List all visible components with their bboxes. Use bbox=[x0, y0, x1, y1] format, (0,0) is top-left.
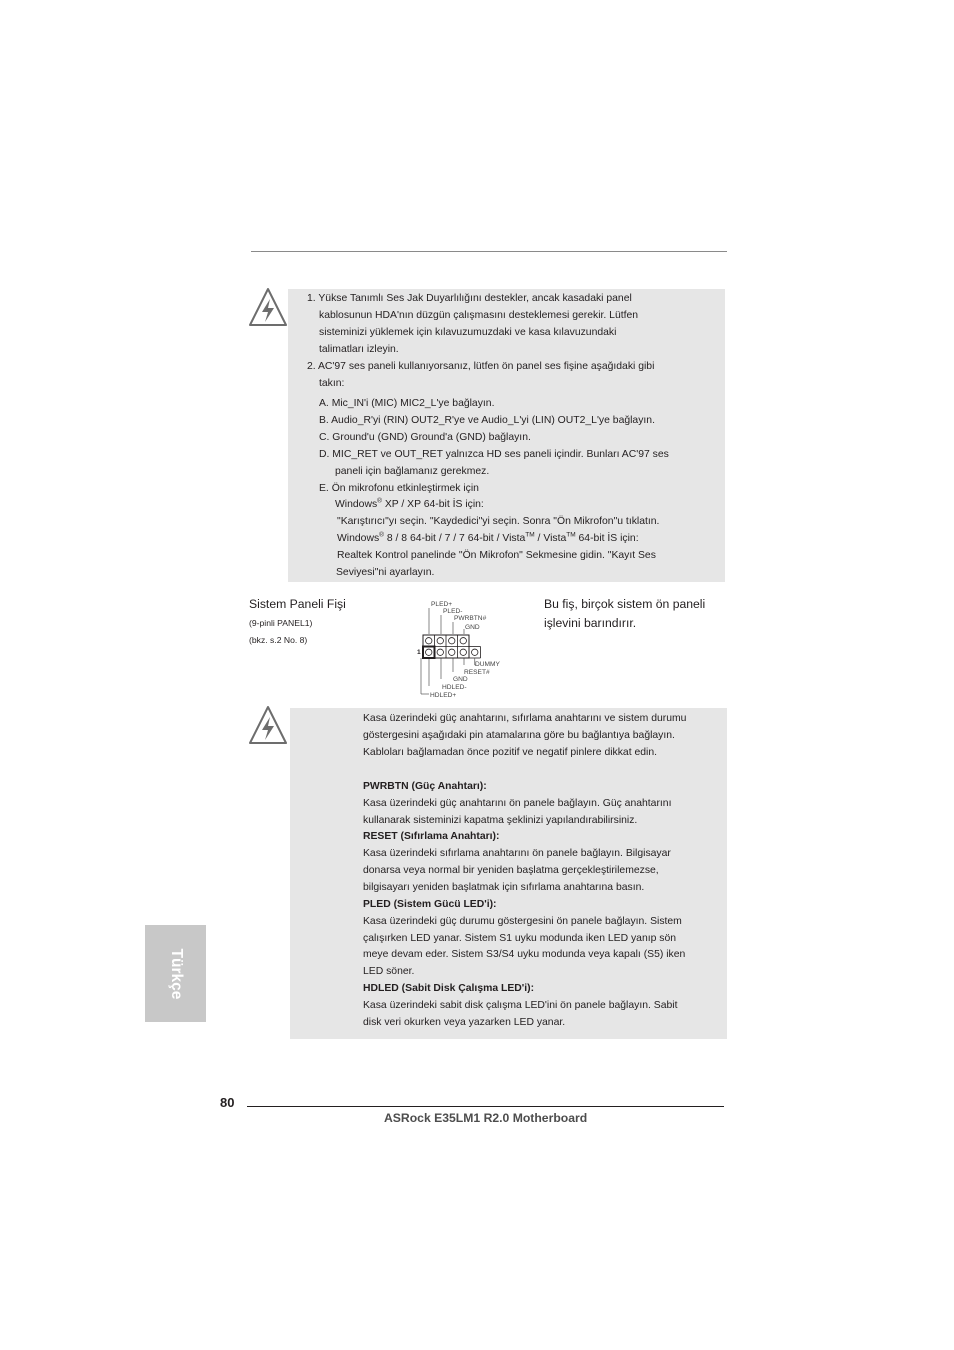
trademark-mark: TM bbox=[566, 531, 576, 539]
text-span: / Vista bbox=[534, 533, 567, 544]
language-tab-label: Türkçe bbox=[167, 948, 185, 999]
pin-label-dummy: DUMMY bbox=[475, 661, 500, 668]
header-desc-line: işlevini barındırır. bbox=[544, 616, 637, 630]
pin-label-gnd: GND bbox=[453, 676, 468, 683]
note-line: paneli için bağlamanız gerekmez. bbox=[335, 466, 490, 477]
note-line: Kasa üzerindeki sabit disk çalışma LED'ini ön panele bağlayın. Sabit bbox=[363, 1000, 678, 1011]
text-span: 64-bit İS için: bbox=[575, 533, 639, 544]
note-line: 1. Yükse Tanımlı Ses Jak Duyarlılığını destekler, ancak kasadaki panel bbox=[307, 293, 632, 304]
note-line: D. MIC_RET ve OUT_RET yalnızca HD ses paneli içindir. Bunları AC'97 ses bbox=[319, 449, 669, 460]
text-span: XP / XP 64-bit İS için: bbox=[381, 499, 484, 510]
pwrbtn-heading: PWRBTN (Güç Anahtarı): bbox=[363, 781, 487, 792]
note-line: Kasa üzerindeki sıfırlama anahtarını ön panele bağlayın. Bilgisayar bbox=[363, 848, 671, 859]
pin-label-hdled-minus: HDLED- bbox=[442, 684, 467, 691]
warning-lightning-icon bbox=[248, 287, 288, 327]
note-line: Kasa üzerindeki güç anahtarını, sıfırlama anahtarını ve sistem durumu bbox=[363, 713, 687, 724]
footer-product-name: ASRock E35LM1 R2.0 Motherboard bbox=[384, 1111, 588, 1125]
header-description bbox=[544, 595, 705, 633]
note-line: bilgisayarı yeniden başlatmak için sıfırlama anahtarına basın. bbox=[363, 882, 645, 893]
note-line: takın: bbox=[319, 378, 345, 389]
note-line: Kasa üzerindeki güç durumu göstergesini ön panele bağlayın. Sistem bbox=[363, 916, 682, 927]
note-line: E. Ön mikrofonu etkinleştirmek için bbox=[319, 483, 479, 494]
note-line: çalışırken LED yanar. Sistem S1 uyku modunda iken LED yanıp sön bbox=[363, 933, 677, 944]
note-line: sisteminizi yüklemek için kılavuzumuzdaki ve kasa kılavuzundaki bbox=[319, 327, 617, 338]
pled-heading: PLED (Sistem Gücü LED'i): bbox=[363, 899, 497, 910]
note-line: "Karıştırıcı"yı seçin. "Kaydedici"yi seçin. Sonra "Ön Mikrofon"u tıklatın. bbox=[337, 516, 660, 527]
pin-label-pwrbtn: PWRBTN# bbox=[454, 615, 487, 622]
pin-label-pled-plus: PLED+ bbox=[431, 601, 453, 608]
note-line: A. Mic_IN'i (MIC) MIC2_L'ye bağlayın. bbox=[319, 398, 495, 409]
note-line: göstergesini aşağıdaki pin atamalarına göre bu bağlantıya bağlayın. bbox=[363, 730, 675, 741]
pin-label-reset: RESET# bbox=[464, 669, 490, 676]
note-line: donarsa veya normal bir yeniden başlatma gerçekleştirilemezse, bbox=[363, 865, 659, 876]
text-span: 8 / 8 64-bit / 7 / 7 64-bit / Vista bbox=[383, 533, 526, 544]
registered-mark: ® bbox=[379, 531, 384, 539]
note-line: talimatları izleyin. bbox=[319, 344, 399, 355]
language-tab bbox=[145, 925, 206, 1022]
warning-lightning-icon bbox=[248, 705, 288, 745]
pin-label-hdled-plus: HDLED+ bbox=[430, 692, 457, 699]
header-desc-line: Bu fiş, birçok sistem ön paneli bbox=[544, 597, 706, 611]
note-line: kablosunun HDA'nın düzgün çalışmasını desteklemesi gerekir. Lütfen bbox=[319, 310, 639, 321]
footer-divider bbox=[247, 1106, 724, 1107]
reset-heading: RESET (Sıfırlama Anahtarı): bbox=[363, 831, 500, 842]
note-line: Realtek Kontrol panelinde "Ön Mikrofon" Sekmesine gidin. "Kayıt Ses bbox=[337, 550, 656, 561]
header-title: Sistem Paneli Fişi bbox=[249, 597, 346, 611]
note-line: LED söner. bbox=[363, 966, 415, 977]
note-line: Kabloları bağlamadan önce pozitif ve negatif pinlere dikkat edin. bbox=[363, 747, 658, 758]
windows-8-line bbox=[337, 531, 639, 548]
text-span: Windows bbox=[335, 499, 378, 510]
pin-label-gnd: GND bbox=[465, 624, 480, 631]
pin-one-marker: 1 bbox=[417, 649, 421, 656]
windows-xp-line bbox=[335, 497, 484, 514]
note-line: Seviyesi"ni ayarlayın. bbox=[336, 567, 435, 578]
text-span: Windows bbox=[337, 533, 380, 544]
registered-mark: ® bbox=[377, 497, 382, 505]
header-pin-count: (9-pinli PANEL1) bbox=[249, 618, 313, 628]
pin-label-pled-minus: PLED- bbox=[443, 608, 463, 615]
note-line: meye devam eder. Sistem S3/S4 uyku modunda veya kapalı (S5) iken bbox=[363, 949, 686, 960]
note-line: kullanarak sisteminizi kapatma şeklinizi yapılandırabilirsiniz. bbox=[363, 815, 638, 826]
note-line: B. Audio_R'yi (RIN) OUT2_R'ye ve Audio_L'yi (LIN) OUT2_L'ye bağlayın. bbox=[319, 415, 655, 426]
trademark-mark: TM bbox=[525, 531, 535, 539]
header-reference: (bkz. s.2 No. 8) bbox=[249, 635, 308, 645]
panel-header-diagram bbox=[417, 598, 510, 702]
top-divider bbox=[251, 251, 727, 252]
note-line: Kasa üzerindeki güç anahtarını ön panele bağlayın. Güç anahtarını bbox=[363, 798, 672, 809]
hdled-heading: HDLED (Sabit Disk Çalışma LED'i): bbox=[363, 983, 535, 994]
page-number: 80 bbox=[220, 1095, 235, 1110]
note-line: 2. AC'97 ses paneli kullanıyorsanız, lütfen ön panel ses fişine aşağıdaki gibi bbox=[307, 361, 655, 372]
note-line: C. Ground'u (GND) Ground'a (GND) bağlayın. bbox=[319, 432, 531, 443]
note-line: disk veri okurken veya yazarken LED yanar. bbox=[363, 1017, 566, 1028]
